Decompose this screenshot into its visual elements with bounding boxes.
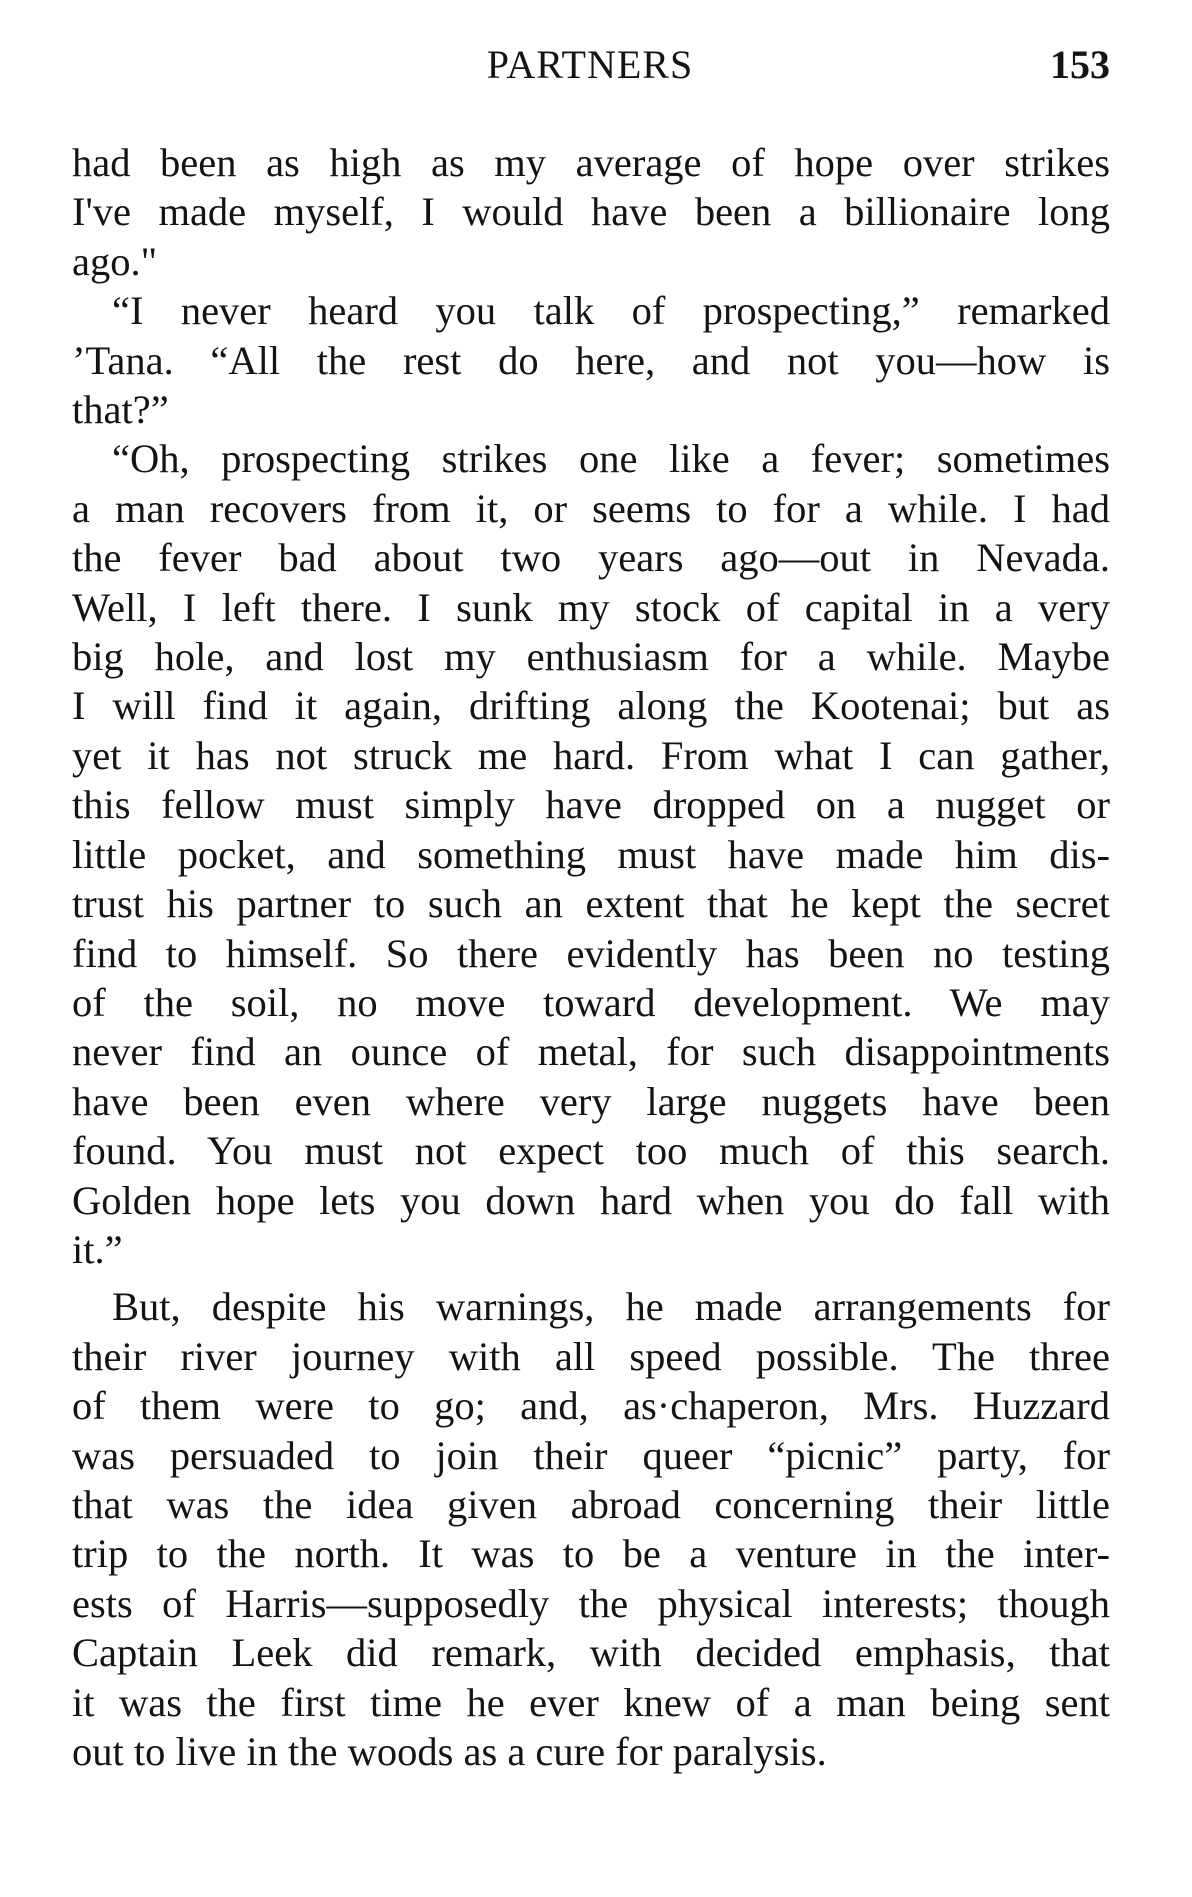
text-line: Captain Leek did remark, with decided emphasis, that: [72, 1630, 1110, 1676]
text-line: I will find it again, drifting along the Kootenai; but as: [72, 683, 1110, 729]
running-title: PARTNERS: [486, 42, 694, 87]
text-line: out to live in the woods as a cure for paralysis.: [72, 1729, 827, 1774]
text-line: big hole, and lost my enthusiasm for a while. Maybe: [72, 634, 1110, 680]
text-line: of them were to go; and, as·chaperon, Mrs. Huzzard: [72, 1383, 1110, 1429]
text-line: ’Tana. “All the rest do here, and not you—how is: [72, 337, 1110, 383]
text-line: have been even where very large nuggets have been: [72, 1078, 1110, 1124]
text-line: that?”: [72, 387, 169, 433]
text-line: ests of Harris—supposedly the physical interests; though: [72, 1580, 1110, 1626]
text-line: the fever bad about two years ago—out in Nevada.: [72, 535, 1110, 581]
text-line: little pocket, and something must have made him dis-: [72, 831, 1110, 877]
body-text: [72, 138, 1110, 1776]
paragraph-2: [72, 286, 1110, 434]
text-line: “Oh, prospecting strikes one like a fever; sometimes: [112, 436, 1110, 482]
paragraph-4: [72, 1282, 1110, 1776]
text-line: of the soil, no move toward development. We may: [72, 979, 1110, 1025]
text-line: a man recovers from it, or seems to for a while. I had: [72, 485, 1110, 531]
text-line: had been as high as my average of hope over strikes: [72, 140, 1110, 185]
paragraph-3: [72, 434, 1110, 1274]
text-line: this fellow must simply have dropped on a nugget or: [72, 782, 1110, 828]
text-line: their river journey with all speed possible. The three: [72, 1333, 1110, 1379]
text-line: yet it has not struck me hard. From what I can gather,: [72, 732, 1110, 778]
text-line: Golden hope lets you down hard when you do fall with: [72, 1177, 1110, 1223]
text-line: But, despite his warnings, he made arrangements for: [112, 1284, 1110, 1330]
text-line: find to himself. So there evidently has been no testing: [72, 930, 1110, 976]
text-line: “I never heard you talk of prospecting,” remarked: [112, 288, 1110, 334]
running-head: [70, 40, 1110, 90]
paragraph-1: [72, 138, 1110, 286]
text-line: was persuaded to join their queer “picnic” party, for: [72, 1432, 1110, 1478]
text-line: that was the idea given abroad concerning their little: [72, 1481, 1110, 1527]
text-line: found. You must not expect too much of this search.: [72, 1128, 1110, 1174]
text-line: never find an ounce of metal, for such disappointments: [72, 1029, 1110, 1075]
text-line: ago.": [72, 238, 158, 284]
text-line: it.”: [72, 1226, 123, 1272]
text-line: trip to the north. It was to be a venture in the inter-: [72, 1531, 1110, 1577]
page-number: 153: [1050, 42, 1110, 87]
text-line: it was the first time he ever knew of a man being sent: [72, 1679, 1110, 1725]
text-line: Well, I left there. I sunk my stock of capital in a very: [72, 584, 1110, 630]
text-line: trust his partner to such an extent that he kept the secret: [72, 881, 1110, 927]
text-line: I've made myself, I would have been a billionaire long: [72, 189, 1110, 235]
